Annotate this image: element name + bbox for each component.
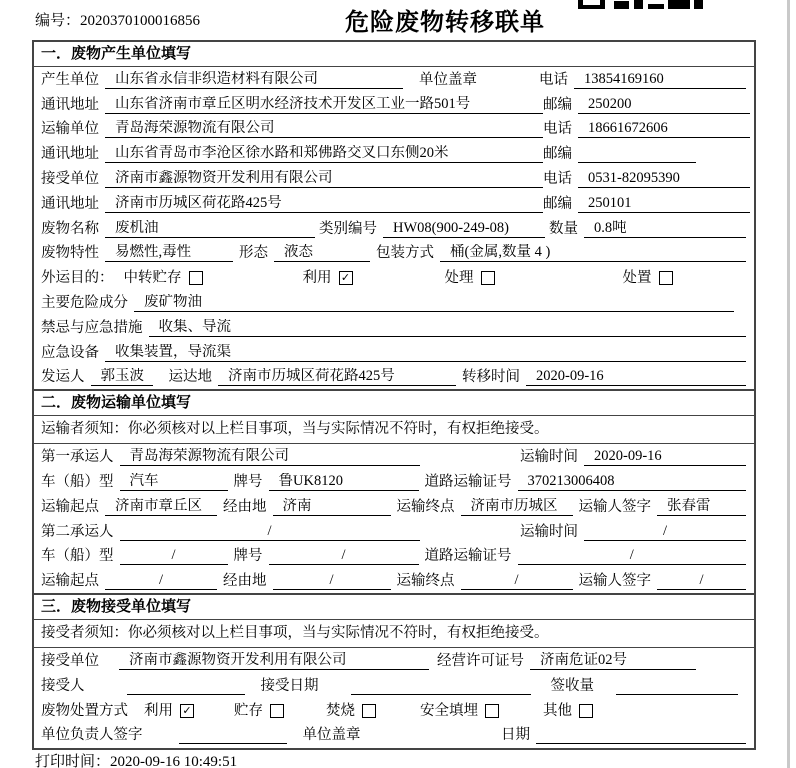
section-receiver — [34, 593, 754, 747]
form-row — [34, 544, 754, 569]
form-row — [34, 290, 754, 315]
qr-module — [634, 0, 643, 9]
right-edge-divider — [787, 0, 790, 768]
checkbox-label: 利用 — [144, 702, 173, 719]
field-label: 主要危险成分 — [41, 294, 128, 311]
checkbox-label: 中转贮存 — [123, 270, 182, 287]
field-label: 运输单位 — [41, 121, 99, 138]
form-row — [34, 166, 754, 191]
field-value: 济南市鑫源物资开发利用有限公司 — [119, 652, 429, 670]
checkbox — [362, 704, 376, 718]
qr-module — [578, 5, 605, 9]
field-label: 电话 — [543, 170, 572, 187]
qr-module — [668, 0, 690, 9]
field-label: 接受日期 — [260, 677, 319, 694]
field-value: / — [120, 547, 228, 565]
field-label: 运输人签字 — [578, 498, 651, 515]
field-label: 运输终点 — [396, 498, 455, 515]
field-value: 郭玉波 — [91, 368, 153, 386]
field-value: 易燃性,毒性 — [105, 244, 233, 262]
field-value: 桶(金属,数量 4 ) — [440, 244, 746, 262]
field-value: 废矿物油 — [134, 294, 734, 312]
field-label: 形态 — [239, 245, 268, 262]
field-label: 邮编 — [543, 96, 572, 113]
field-value: 18661672606 — [578, 120, 750, 138]
form-row — [34, 117, 754, 142]
field-label: 道路运输证号 — [424, 548, 512, 565]
field-value: 山东省青岛市李沧区徐水路和郑佛路交叉口东侧20米 — [105, 145, 543, 163]
field-value: 济南市历城区荷花路425号 — [105, 195, 543, 213]
field-value: 济南市鑫源物资开发利用有限公司 — [105, 170, 543, 188]
field-value: 济南 — [273, 498, 391, 516]
checkbox-field — [326, 703, 376, 720]
field-label: 通讯地址 — [41, 195, 99, 212]
checkbox-label: 处理 — [444, 270, 474, 287]
checkbox-field — [303, 270, 353, 287]
doc-number-value: 2020370100016856 — [80, 13, 201, 29]
checkbox — [270, 704, 284, 718]
checkbox-field — [234, 703, 284, 720]
qr-code-fragment — [578, 0, 708, 10]
field-value: 汽车 — [120, 473, 228, 491]
field-label: 单位负责人签字 — [41, 727, 143, 744]
field-label: 发运人 — [41, 369, 85, 386]
section-producer — [34, 42, 754, 389]
field-label: 日期 — [501, 727, 530, 744]
checkbox-field — [543, 703, 593, 720]
print-time — [35, 750, 237, 768]
print-time-value: 2020-09-16 10:49:51 — [110, 754, 238, 768]
field-value: HW08(900-249-08) — [383, 220, 545, 238]
form-table — [32, 40, 756, 750]
section-transporter — [34, 389, 754, 593]
section-header: 三．废物接受单位填写 — [34, 595, 754, 620]
field-value: 0.8吨 — [584, 220, 746, 238]
field-label: 运输终点 — [396, 573, 455, 590]
checkbox — [189, 271, 203, 285]
field-value: 济南市章丘区 — [105, 498, 217, 516]
checkbox-checked: ✓ — [339, 271, 353, 285]
qr-module — [694, 0, 703, 9]
field-label: 运输起点 — [41, 498, 99, 515]
field-value: / — [657, 572, 746, 590]
field-value: 废机油 — [105, 220, 315, 238]
field-label: 通讯地址 — [41, 146, 99, 163]
checkbox-field — [420, 703, 499, 720]
field-value — [351, 694, 531, 695]
form-row — [34, 494, 754, 519]
field-value: / — [461, 572, 573, 590]
field-value: / — [120, 523, 420, 541]
form-row — [34, 519, 754, 544]
doc-title: 危险废物转移联单 — [345, 10, 545, 36]
field-label: 产生单位 — [41, 71, 99, 88]
field-label: 数量 — [549, 220, 578, 237]
field-label: 牌号 — [233, 548, 263, 565]
form-row — [34, 444, 754, 469]
field-label: 经由地 — [223, 498, 267, 515]
doc-number-label: 编号： — [35, 13, 81, 29]
field-label: 运达地 — [168, 369, 212, 386]
print-time-label: 打印时间： — [35, 754, 111, 768]
form-row — [34, 698, 754, 723]
field-label: 邮编 — [543, 195, 572, 212]
field-label: 运输起点 — [41, 573, 99, 590]
checkbox-label: 贮存 — [234, 702, 263, 719]
field-label: 第一承运人 — [41, 449, 114, 466]
form-row — [34, 92, 754, 117]
field-label: 车（船）型 — [41, 473, 114, 490]
field-label: 运输人签字 — [578, 573, 651, 590]
form-row — [34, 315, 754, 340]
section-rows — [34, 67, 754, 389]
checkbox-label: 处置 — [622, 270, 652, 287]
form-row — [34, 67, 754, 92]
checkbox-field — [623, 270, 673, 287]
field-label: 运输时间 — [520, 523, 578, 540]
field-label: 邮编 — [543, 146, 572, 163]
field-value: 济南危证02号 — [530, 652, 696, 670]
field-label: 经由地 — [223, 573, 267, 590]
field-value: 液态 — [274, 244, 370, 262]
field-value — [578, 162, 696, 163]
field-value: 张春雷 — [657, 498, 746, 516]
section-note: 运输者须知：你必须核对以上栏目事项，当与实际情况不符时，有权拒绝接受。 — [34, 416, 754, 444]
static-text: 单位盖章 — [419, 71, 477, 88]
field-label: 包装方式 — [376, 245, 434, 262]
checkbox-field — [144, 703, 194, 720]
checkbox-label: 利用 — [302, 270, 332, 287]
field-value: 收集、导流 — [149, 319, 747, 337]
form-row — [34, 673, 754, 698]
form-row — [34, 723, 754, 748]
form-row — [34, 469, 754, 494]
field-value: 收集装置，导流渠 — [105, 344, 746, 362]
field-label: 接受单位 — [41, 170, 99, 187]
form-row — [34, 216, 754, 241]
field-label: 牌号 — [233, 473, 263, 490]
section-header: 一．废物产生单位填写 — [34, 42, 754, 67]
checkbox — [481, 271, 495, 285]
checkbox — [659, 271, 673, 285]
form-row — [34, 648, 754, 673]
checkbox-field — [445, 270, 495, 287]
checkbox — [485, 704, 499, 718]
field-value: 370213006408 — [518, 473, 747, 491]
field-label: 类别编号 — [319, 220, 377, 237]
field-label: 道路运输证号 — [424, 473, 512, 490]
field-value: 济南市历城区荷花路425号 — [218, 368, 456, 386]
field-label: 车（船）型 — [41, 548, 114, 565]
checkbox — [579, 704, 593, 718]
field-value: 0531-82095390 — [578, 170, 750, 188]
field-label: 第二承运人 — [41, 523, 114, 540]
form-row — [34, 141, 754, 166]
field-value — [536, 743, 746, 744]
field-value: 2020-09-16 — [526, 368, 746, 386]
field-value: 山东省济南市章丘区明水经济技术开发区工业一路501号 — [105, 96, 543, 114]
field-value: / — [273, 572, 391, 590]
field-label: 废物处置方式 — [41, 702, 128, 719]
field-value — [179, 743, 287, 744]
field-label: 废物特性 — [41, 245, 99, 262]
checkbox-checked: ✓ — [180, 704, 194, 718]
field-value — [127, 694, 245, 695]
field-value: 13854169160 — [574, 71, 746, 89]
field-label: 接受人 — [41, 677, 85, 694]
field-label: 运输时间 — [520, 449, 578, 466]
field-value: 青岛海荣源物流有限公司 — [120, 448, 420, 466]
field-label: 单位盖章 — [302, 727, 361, 744]
field-label: 废物名称 — [41, 220, 99, 237]
field-value: / — [269, 547, 419, 565]
field-value: 250200 — [578, 96, 750, 114]
field-label: 电话 — [543, 121, 572, 138]
field-value: 济南市历城区 — [461, 498, 573, 516]
field-value: 青岛海荣源物流有限公司 — [105, 120, 543, 138]
section-note: 接受者须知：你必须核对以上栏目事项，当与实际情况不符时，有权拒绝接受。 — [34, 620, 754, 648]
checkbox-label: 安全填埋 — [420, 702, 478, 719]
qr-module — [648, 4, 664, 9]
field-value — [616, 694, 738, 695]
field-label: 通讯地址 — [41, 96, 99, 113]
field-label: 转移时间 — [462, 369, 520, 386]
field-label: 应急设备 — [41, 344, 99, 361]
field-label: 经营许可证号 — [437, 652, 524, 669]
field-label: 禁忌与应急措施 — [41, 319, 143, 336]
field-label: 接受单位 — [41, 652, 99, 669]
field-value: 250101 — [578, 195, 750, 213]
form-row — [34, 365, 754, 390]
field-label: 电话 — [539, 71, 568, 88]
field-label: 外运目的： — [41, 270, 114, 287]
form-row — [34, 568, 754, 593]
field-value: / — [105, 572, 217, 590]
form-row — [34, 241, 754, 266]
section-rows — [34, 444, 754, 593]
section-header: 二．废物运输单位填写 — [34, 391, 754, 416]
checkbox-label: 其他 — [543, 702, 572, 719]
checkbox-field — [124, 270, 203, 287]
checkbox-label: 焚烧 — [326, 702, 355, 719]
section-rows — [34, 648, 754, 747]
field-value: 鲁UK8120 — [269, 473, 419, 491]
form-row — [34, 340, 754, 365]
field-value: 2020-09-16 — [584, 448, 746, 466]
form-row — [34, 265, 754, 290]
field-label: 签收量 — [550, 677, 594, 694]
field-value: / — [518, 547, 747, 565]
field-value: / — [584, 523, 746, 541]
form-row — [34, 191, 754, 216]
qr-module — [614, 1, 629, 9]
field-value: 山东省永信非织造材料有限公司 — [105, 71, 403, 89]
